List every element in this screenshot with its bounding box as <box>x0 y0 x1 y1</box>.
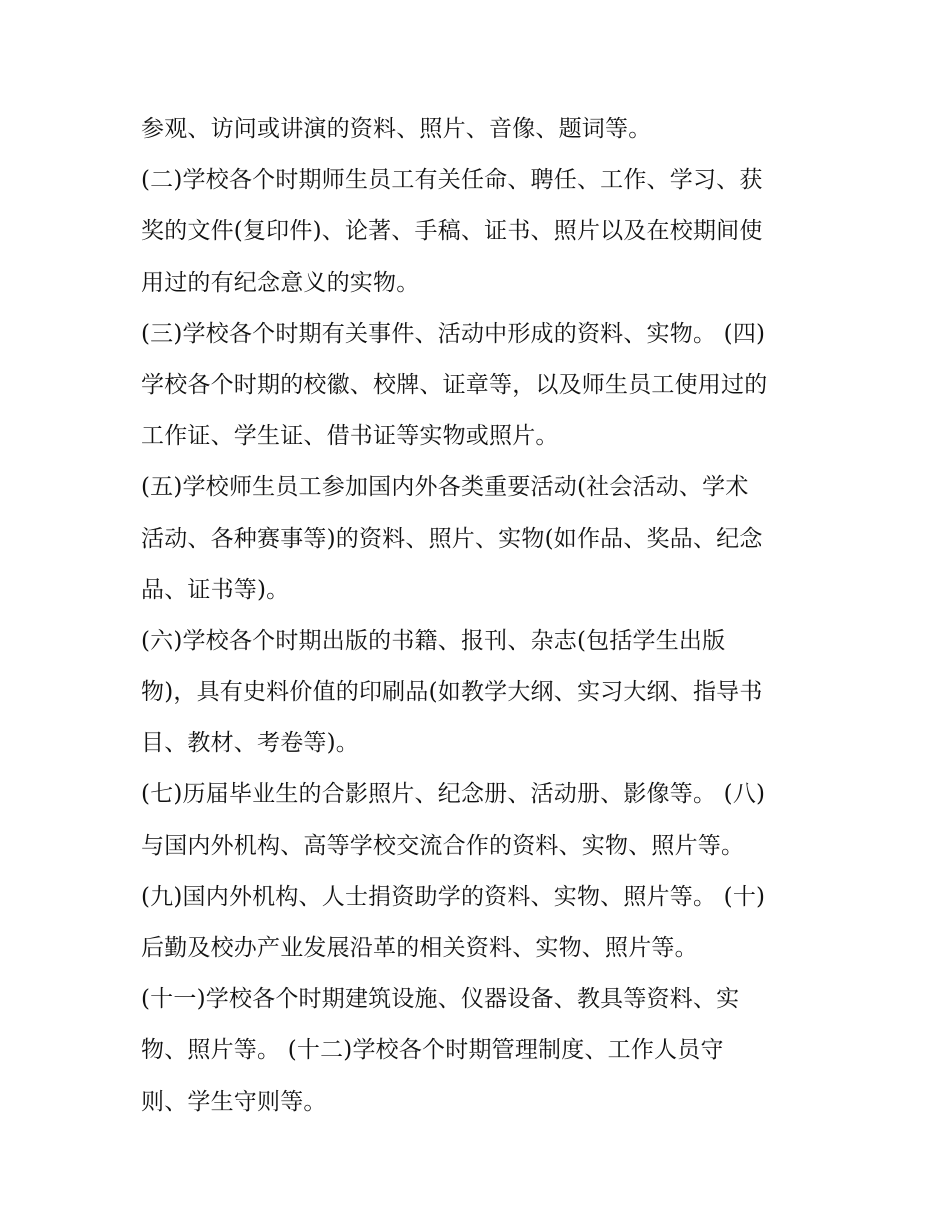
text-line: 品、证书等)。 <box>141 576 290 603</box>
text-line: (三)学校各个时期有关事件、活动中形成的资料、实物。 (四) <box>141 320 766 347</box>
text-line: 用过的有纪念意义的实物。 <box>141 269 420 296</box>
text-line: 则、学生守则等。 <box>141 1088 327 1115</box>
text-line: 后勤及校办产业发展沿革的相关资料、实物、照片等。 <box>141 935 698 961</box>
text-line: 活动、各种赛事等)的资料、照片、实物(如作品、奖品、纪念 <box>141 525 763 552</box>
text-line: 学校各个时期的校徽、校牌、证章等，以及师生员工使用过的 <box>141 371 768 398</box>
text-line: (十一)学校各个时期建筑设施、仪器设备、教具等资料、实 <box>141 986 740 1013</box>
text-line: 参观、访问或讲演的资料、照片、音像、题词等。 <box>141 116 652 142</box>
text-line: 目、教材、考卷等)。 <box>141 730 359 757</box>
text-line: 工作证、学生证、借书证等实物或照片。 <box>141 423 559 450</box>
text-line: 物、照片等。 (十二)学校各个时期管理制度、工作人员守 <box>141 1037 724 1064</box>
text-line: (六)学校各个时期出版的书籍、报刊、杂志(包括学生出版 <box>141 627 726 654</box>
text-line: (五)学校师生员工参加国内外各类重要活动(社会活动、学术 <box>141 474 749 501</box>
text-line: 物)，具有史料价值的印刷品(如教学大纲、实习大纲、指导书 <box>141 679 763 706</box>
text-line: (二)学校各个时期师生员工有关任命、聘任、工作、学习、获 <box>141 167 763 194</box>
text-line: 与国内外机构、高等学校交流合作的资料、实物、照片等。 <box>141 832 745 859</box>
text-line: 奖的文件(复印件)、论著、手稿、证书、照片以及在校期间使 <box>141 218 763 245</box>
text-line: (九)国内外机构、人士捐资助学的资料、实物、照片等。 (十) <box>141 883 766 910</box>
document-body <box>141 104 831 1128</box>
text-line: (七)历届毕业生的合影照片、纪念册、活动册、影像等。 (八) <box>141 781 766 808</box>
